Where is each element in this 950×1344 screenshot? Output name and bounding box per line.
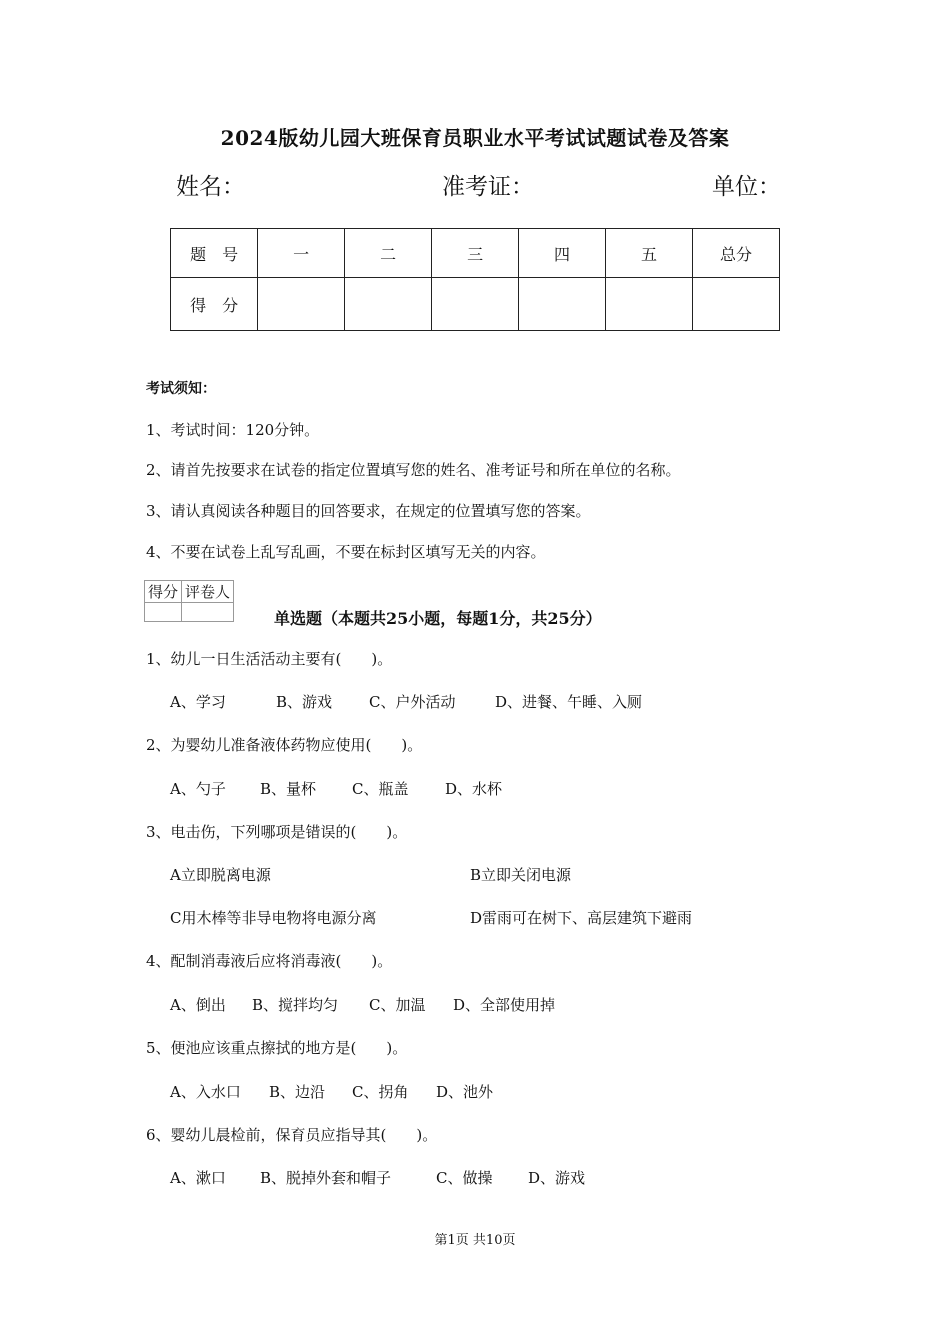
option: B立即关闭电源 (470, 866, 572, 884)
option: A、入水口 (170, 1083, 241, 1101)
option: C、加温 (369, 996, 426, 1014)
header-cell: 一 (258, 229, 345, 278)
score-cell (258, 278, 345, 331)
option: D、水杯 (445, 780, 503, 798)
option: D、游戏 (528, 1169, 586, 1187)
name-label: 姓名： (176, 174, 245, 200)
option: D、池外 (436, 1083, 494, 1101)
score-table (170, 228, 780, 331)
option: C、户外活动 (369, 693, 456, 711)
section-title: 单选题（本题共25小题，每题1分，共25分） (274, 609, 602, 628)
option: A立即脱离电源 (170, 866, 271, 884)
header-cell: 题 号 (171, 229, 258, 278)
question-text: 6、婴幼儿晨检前，保育员应指导其( )。 (146, 1126, 438, 1144)
option: A、勺子 (170, 780, 226, 798)
header-cell: 二 (345, 229, 432, 278)
exam-title: 2024版幼儿园大班保育员职业水平考试试题试卷及答案 (220, 126, 730, 150)
grader-score-label: 得分 (145, 581, 182, 603)
score-cell (432, 278, 519, 331)
score-table-header-row (171, 229, 780, 278)
option: D雷雨可在树下、高层建筑下避雨 (470, 909, 693, 927)
notice-item: 1、考试时间：120分钟。 (146, 421, 320, 439)
option: A、漱口 (170, 1169, 226, 1187)
notice-heading: 考试须知： (146, 381, 216, 397)
option: C用木棒等非导电物将电源分离 (170, 909, 377, 927)
option: C、拐角 (352, 1083, 409, 1101)
score-row-label: 得 分 (171, 278, 258, 331)
exam-id-label: 准考证： (442, 174, 534, 200)
option: B、搅拌均匀 (252, 996, 339, 1014)
score-table-score-row (171, 278, 780, 331)
question-text: 1、幼儿一日生活活动主要有( )。 (146, 650, 393, 668)
candidate-info-row (0, 168, 950, 208)
score-cell (519, 278, 606, 331)
grader-name-label: 评卷人 (182, 581, 234, 603)
header-cell: 四 (519, 229, 606, 278)
option: B、边沿 (269, 1083, 326, 1101)
header-cell: 五 (606, 229, 693, 278)
score-cell (692, 278, 779, 331)
question-text: 5、便池应该重点擦拭的地方是( )。 (146, 1039, 408, 1057)
option: C、做操 (436, 1169, 493, 1187)
score-cell (606, 278, 693, 331)
option: D、全部使用掉 (453, 996, 556, 1014)
header-cell: 总分 (692, 229, 779, 278)
question-text: 4、配制消毒液后应将消毒液( )。 (146, 952, 393, 970)
page-footer: 第1页 共10页 (434, 1233, 516, 1248)
option: B、脱掉外套和帽子 (260, 1169, 392, 1187)
grader-score-cell (145, 603, 182, 622)
grader-name-cell (182, 603, 234, 622)
option: A、学习 (170, 693, 226, 711)
option: D、进餐、午睡、入厕 (495, 693, 643, 711)
unit-label: 单位： (712, 174, 781, 200)
option: A、倒出 (170, 996, 226, 1014)
option: B、量杯 (260, 780, 317, 798)
header-cell: 三 (432, 229, 519, 278)
score-cell (345, 278, 432, 331)
notice-item: 2、请首先按要求在试卷的指定位置填写您的姓名、准考证号和所在单位的名称。 (146, 461, 681, 479)
option: B、游戏 (276, 693, 333, 711)
notice-item: 3、请认真阅读各种题目的回答要求，在规定的位置填写您的答案。 (146, 502, 591, 520)
notice-item: 4、不要在试卷上乱写乱画，不要在标封区填写无关的内容。 (146, 543, 546, 561)
option: C、瓶盖 (352, 780, 409, 798)
question-text: 3、电击伤，下列哪项是错误的( )。 (146, 823, 408, 841)
question-text: 2、为婴幼儿准备液体药物应使用( )。 (146, 736, 423, 754)
grader-box (144, 580, 234, 622)
